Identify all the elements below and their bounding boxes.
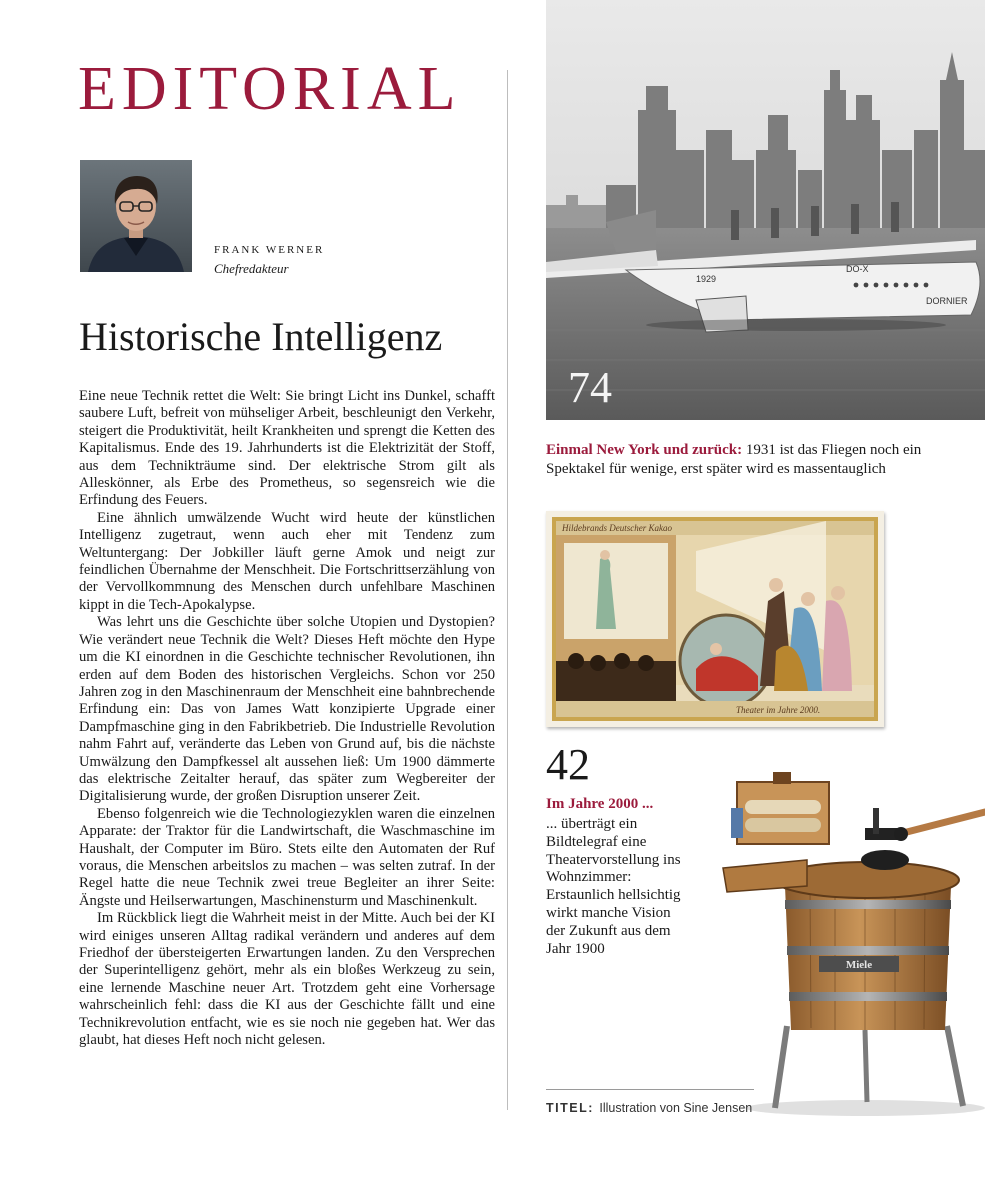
article-headline: Historische Intelligenz: [79, 314, 443, 359]
credit-label: TITEL:: [546, 1101, 594, 1115]
credit-rule: [546, 1089, 754, 1090]
credit-text: Illustration von Sine Jensen: [595, 1101, 753, 1115]
photo-flying-boat: [546, 0, 985, 420]
plane-maker: DORNIER: [926, 296, 968, 306]
page-number-74: 74: [568, 363, 612, 412]
plane-year: 1929: [696, 274, 717, 284]
feature-lead: Im Jahre 2000 ...: [546, 796, 654, 812]
cover-credit: [546, 1101, 752, 1115]
body-paragraph: Eine ähnlich umwälzende Wucht wird heute der künstlichen Intelligenz zugetraut, wenn auch eher mit Tendenz zum Weltuntergang: Der Jobkiller läuft gerne Amok und neigt zur feindlichen Übernahme der Menschheit. Die Fortschrittserzählung von der Vervollkommnung des Menschen durch unfehlbare Maschinen kippt in die Tech-Apokalypse.: [79, 509, 495, 613]
body-paragraph: Ebenso folgenreich wie die Technologiezyklen waren die einzelnen Apparate: der Traktor für die Landwirtschaft, die Waschmaschine im Haushalt, der Computer im Büro. Stets eilte den Automaten der Ruf voraus, die Menschen arbeitslos zu machen – was selten zutraf. In der Regel hatte die neue Technik zwei treue Begleiter an ihrer Seite: Ängste und Heilserwartungen, Maschinensturm und Maschinenkult.: [79, 805, 495, 909]
page-number-42: 42: [546, 740, 590, 789]
brand-plate: Miele: [845, 959, 873, 971]
column-divider: [507, 70, 508, 1110]
body-paragraph: Eine neue Technik rettet die Welt: Sie bringt Licht ins Dunkel, schafft saubere Luft, befreit von mühseliger Arbeit, beschleunigt den Verkehr, steigert die Produktivität, heilt Krankheiten und sprengt die Ketten des Kapitalismus. Ende des 19. Jahrhunderts ist die Elektrizität der Stoff, aus dem Technikträume sind. Der elektrische Strom gilt als Alleskönner, als Erbe des Prometheus, so segensreich wie die Erfindung des Feuers.: [79, 388, 495, 509]
article-body: [79, 388, 495, 1049]
caption-text: 1931 ist das Fliegen noch ein Spektakel für wenige, erst später wird es massentauglich: [546, 442, 922, 477]
body-paragraph: Was lehrt uns die Geschichte über solche Utopien und Dystopien? Wie verändert neue Technik die Welt? Dieses Heft möchte den Hype um die KI einordnen in die Geschichte technischer Revolutionen, ihn erden auf dem Boden des historischen Vergleichs. Schon vor 250 Jahren zog in den Maschinenraum der Menschheit eine bahnbrechende Erfindung ein: Das von James Watt konzipierte Upgrade einer Dampfmaschine ging in den Fabrikbetrieb. Die Industrielle Revolution nahm Fahrt auf, veränderte das Leben von Grund auf, bis die nächste Umwälzung den Dampfkessel alt aussehen ließ: Um 1900 dämmerte das elektrische Zeitalter herauf, das später zum Wegbereiter der Digitalisierung wurde, der großen Disruption unserer Zeit.: [79, 614, 495, 805]
card-footer: Theater im Jahre 2000.: [736, 705, 821, 715]
card-header: Hildebrands Deutscher Kakao: [562, 523, 672, 533]
plane-registration: DO-X: [846, 264, 869, 274]
author-role: Chefredakteur: [214, 261, 289, 276]
photo-washing-machine: [715, 768, 985, 1120]
author-portrait: [80, 160, 192, 272]
body-paragraph: Im Rückblick liegt die Wahrheit meist in der Mitte. Auch bei der KI wird einiges unseren Alltag radikal verändern und anderes auf dem Friedhof der übersteigerten Erwartungen landen. Zu den Versprechen der Superintelligenz gehört, mehr als ein bloßes Werkzeug zu sein, eine lernende Maschine neuer Art. Trotzdem geht eine Vorhersage wahrscheinlich fehl: dass die KI aus der Geschichte fällt und eine Technikrevolution entfacht, wie es sie noch nie gegeben hat. Wer das glaubt, hat dieses Heft noch nicht gelesen.: [79, 910, 495, 1049]
caption-flying-boat: [546, 441, 966, 479]
illustration-theater-card: [546, 511, 884, 727]
caption-lead: Einmal New York und zurück:: [546, 442, 743, 458]
feature-caption: ... überträgt ein Bildtelegraf eine Theatervorstellung ins Wohnzimmer: Erstaunlich hellsichtig wirkt manche Vision der Zukunft aus dem Jahr 1900: [546, 816, 681, 957]
section-title: EDITORIAL: [78, 55, 462, 123]
author-name: FRANK WERNER: [214, 244, 325, 256]
